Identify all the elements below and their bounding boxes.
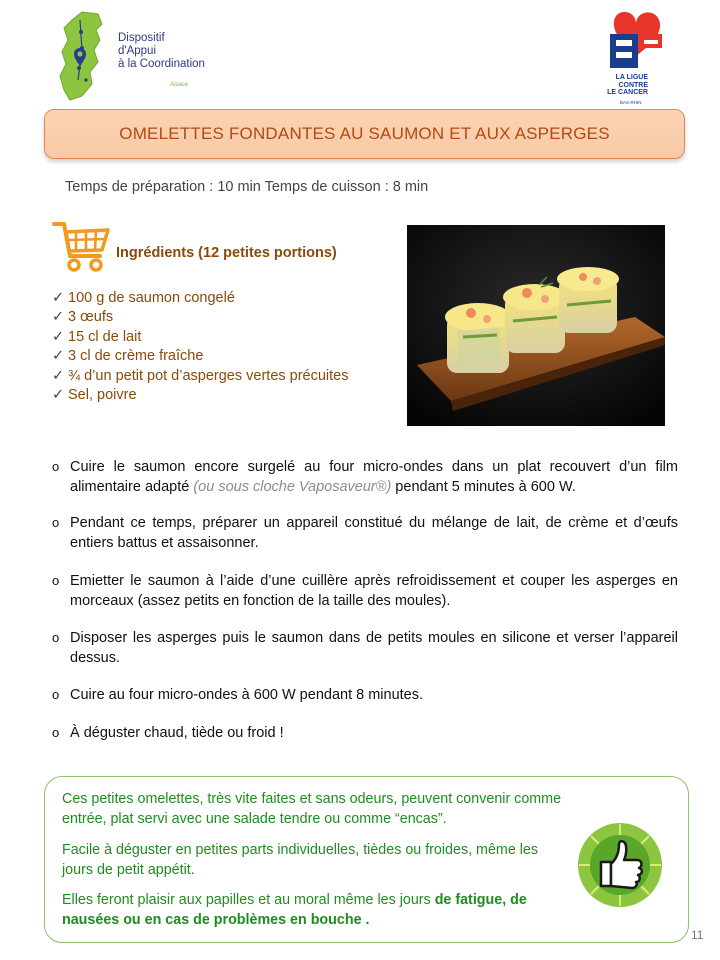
dac-logo-line: d'Appui: [118, 45, 157, 57]
recipe-title: OMELETTES FONDANTES AU SAUMON ET AUX ASPERGES: [119, 124, 610, 143]
step-bullet: o: [52, 515, 60, 530]
step-text: [52, 457, 678, 497]
step-item: [52, 628, 678, 668]
step-item: [52, 723, 678, 743]
step-text-aside: (ou sous cloche Vaposaveur®): [193, 479, 392, 495]
checkmark-icon: ✓: [52, 328, 65, 345]
ingredient-text: 3 œufs: [68, 309, 114, 326]
step-text: Cuire au four micro-ondes à 600 W pendant 8 minutes.: [70, 687, 424, 703]
checkmark-icon: ✓: [52, 348, 65, 365]
ingredient-item: [52, 328, 349, 347]
checkmark-icon: ✓: [52, 309, 65, 326]
ligue-logo-text: [600, 74, 648, 97]
step-item: [52, 457, 678, 497]
tip-paragraph: Ces petites omelettes, très vite faites et sans odeurs, peuvent convenir comme entrée, plat servi avec une salade tendre ou comme “encas”.: [62, 791, 562, 827]
ligue-heart-icon: [600, 10, 672, 74]
omelettes-photo: [407, 225, 665, 426]
ingredient-text: 15 cl de lait: [68, 328, 142, 345]
ligue-logo: [600, 10, 672, 105]
step-text: Emietter le saumon à l’aide d’une cuillère après refroidissement et couper les asperges en morceaux (assez petits en fonction de la taille des moules).: [70, 573, 678, 609]
ingredient-text: Sel, poivre: [68, 387, 137, 404]
ligue-logo-line: LE CANCER: [607, 89, 648, 96]
step-text: Pendant ce temps, préparer un appareil constitué du mélange de lait, de crème et d’œufs entiers battus et assaisonner.: [70, 515, 678, 551]
dac-logo-sub: Alsace: [170, 82, 189, 88]
step-item: [52, 571, 678, 611]
step-text: À déguster chaud, tiède ou froid !: [70, 725, 284, 741]
tip-paragraph: Facile à déguster en petites parts individuelles, tièdes ou froides, même les jours de petit appétit.: [62, 842, 539, 878]
ingredient-item: [52, 347, 349, 366]
step-item: [52, 685, 678, 705]
ingredient-item: [52, 367, 349, 386]
step-bullet: o: [52, 687, 60, 702]
ligue-logo-sub: BAS-RHIN: [620, 100, 642, 105]
step-text-end: pendant 5 minutes à 600 W.: [391, 479, 576, 495]
tip-paragraph: [62, 891, 562, 930]
recipe-title-banner: [44, 109, 685, 159]
ingredient-item: [52, 308, 349, 327]
ligue-logo-line: CONTRE: [618, 81, 648, 89]
ingredient-item: [52, 386, 349, 405]
ingredient-text: 100 g de saumon congelé: [68, 290, 235, 306]
step-bullet: o: [52, 573, 60, 588]
ingredient-text: 3 cl de crème fraîche: [68, 348, 204, 365]
step-text-main: Cuire le saumon encore surgelé au four micro-ondes dans un plat recouvert d’un film alimentaire adapté: [70, 459, 678, 495]
tip-text: Elles feront plaisir aux papilles et au moral même les jours: [62, 892, 435, 908]
dac-logo-line: Dispositif: [118, 32, 165, 44]
prep-time: Temps de préparation : 10 min Temps de cuisson : 8 min: [65, 179, 429, 195]
step-bullet: o: [52, 725, 60, 740]
step-item: [52, 513, 678, 553]
thumbs-up-icon: [577, 822, 663, 908]
dac-logo-line: à la Coordination: [118, 58, 205, 70]
step-bullet: o: [52, 459, 60, 474]
step-bullet: o: [52, 630, 60, 645]
tip-text-bold: de fatigue, de nausées ou en cas de problèmes en bouche .: [62, 892, 527, 928]
ligue-logo-line: LA LIGUE: [615, 74, 648, 81]
dac-logo-text: [118, 32, 205, 71]
checkmark-icon: ✓: [52, 387, 65, 404]
ingredients-list: [52, 289, 349, 405]
checkmark-icon: ✓: [52, 290, 65, 306]
page-number: 11: [691, 928, 704, 942]
alsace-map-icon: [52, 10, 116, 102]
checkmark-icon: ✓: [52, 367, 65, 384]
ingredients-title: Ingrédients (12 petites portions): [116, 245, 337, 261]
dac-logo: [52, 10, 212, 102]
ingredient-item: [52, 289, 349, 308]
ingredient-text: ¾ d’un petit pot d’asperges vertes précuites: [68, 367, 349, 384]
shopping-cart-icon: [52, 218, 110, 274]
step-text: Disposer les asperges puis le saumon dans de petits moules en silicone et verser l’appareil dessus.: [70, 630, 678, 666]
